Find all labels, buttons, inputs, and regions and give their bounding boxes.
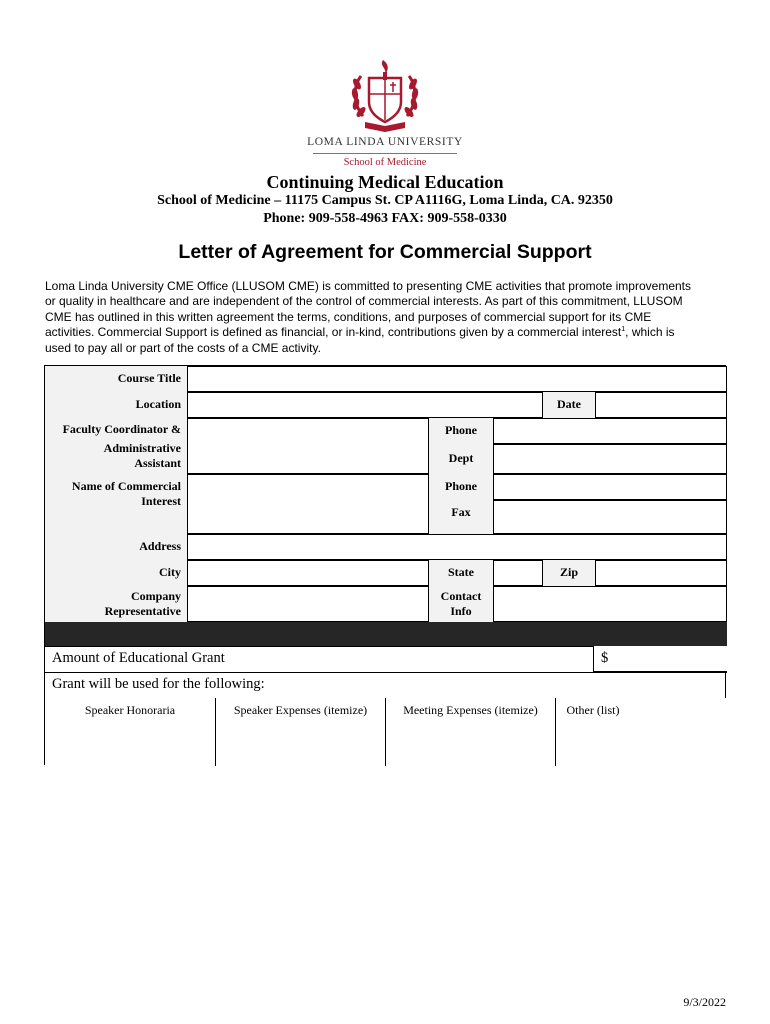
logo-divider xyxy=(313,153,457,154)
coordinator-phone-label: Phone xyxy=(429,418,493,444)
usage-row-border xyxy=(45,672,727,673)
company-representative-field[interactable] xyxy=(187,586,429,622)
meeting-expenses-label: Meeting Expenses (itemize) xyxy=(403,703,538,717)
commercial-phone-field[interactable] xyxy=(493,474,727,500)
representative-text: Representative xyxy=(104,604,181,618)
date-field[interactable] xyxy=(595,392,727,418)
intro-line xyxy=(45,325,725,340)
zip-field[interactable] xyxy=(595,560,727,586)
currency-symbol: $ xyxy=(601,650,609,666)
contact-text: Contact xyxy=(440,589,482,603)
dept-field[interactable] xyxy=(493,444,727,474)
commercial-interest-field[interactable] xyxy=(187,474,429,534)
info-text: Info xyxy=(450,604,472,618)
intro-line: CME has outlined in this written agreement the terms, conditions, and purposes of commercial support for its CME xyxy=(45,309,652,324)
zip-label: Zip xyxy=(543,560,595,586)
grant-amount-field[interactable] xyxy=(593,646,727,672)
university-logo xyxy=(305,56,465,174)
contact-info-field[interactable] xyxy=(493,586,727,622)
fax-field[interactable] xyxy=(493,500,727,534)
location-field[interactable] xyxy=(187,392,543,418)
course-title-field[interactable] xyxy=(187,366,727,392)
name-of-commercial-text: Name of Commercial xyxy=(71,479,181,493)
section-divider-band xyxy=(45,622,727,646)
school-name: School of Medicine xyxy=(343,157,427,168)
intro-line-text: , which is xyxy=(625,325,675,340)
location-label: Location xyxy=(45,392,187,418)
cme-title: Continuing Medical Education xyxy=(266,172,504,192)
city-label: City xyxy=(45,560,187,586)
intro-line: Loma Linda University CME Office (LLUSOM CME) is committed to presenting CME activities that promote improvements xyxy=(45,279,691,293)
agreement-form xyxy=(44,365,726,765)
grant-usage-label: Grant will be used for the following: xyxy=(52,676,265,692)
company-text: Company xyxy=(130,589,181,603)
speaker-honoraria-label: Speaker Honoraria xyxy=(84,703,176,717)
intro-line: or quality in healthcare and are independent of the control of commercial interests. As part of this commitment, LLUSOM xyxy=(45,294,683,309)
state-label: State xyxy=(429,560,493,586)
interest-text: Interest xyxy=(141,494,181,508)
dept-label: Dept xyxy=(429,444,493,474)
company-representative-label xyxy=(45,586,187,622)
footnote-mark: 1 xyxy=(621,326,626,334)
office-phone-fax: Phone: 909-558-4963 FAX: 909-558-0330 xyxy=(263,211,507,226)
grant-amount-label: Amount of Educational Grant xyxy=(52,650,225,666)
address-field[interactable] xyxy=(187,534,727,560)
university-name: LOMA LINDA UNIVERSITY xyxy=(307,136,463,148)
fax-label: Fax xyxy=(429,500,493,534)
other-list-label: Other (list) xyxy=(566,703,620,717)
faculty-coordinator-text: Faculty Coordinator & xyxy=(62,422,181,436)
intro-line: used to pay all or part of the costs of a CME activity. xyxy=(45,340,321,355)
intro-paragraph xyxy=(45,279,725,356)
faculty-coordinator-field[interactable] xyxy=(187,418,429,474)
contact-info-label xyxy=(429,586,493,622)
intro-line-text: activities. Commercial Support is defined as financial, or in-kind, contributions given by a commercial interest xyxy=(45,325,622,340)
administrative-text: Administrative xyxy=(103,441,181,455)
speaker-expenses-label: Speaker Expenses (itemize) xyxy=(233,703,368,717)
assistant-text: Assistant xyxy=(134,456,181,470)
address-label: Address xyxy=(45,534,187,560)
state-field[interactable] xyxy=(493,560,543,586)
commercial-interest-label xyxy=(45,474,187,534)
office-address: School of Medicine – 11175 Campus St. CP A1116G, Loma Linda, CA. 92350 xyxy=(157,193,613,208)
date-label: Date xyxy=(543,392,595,418)
revision-date: 9/3/2022 xyxy=(683,995,726,1009)
coordinator-phone-field[interactable] xyxy=(493,418,727,444)
faculty-coordinator-label xyxy=(45,418,187,474)
course-title-label: Course Title xyxy=(45,366,187,392)
letter-title: Letter of Agreement for Commercial Support xyxy=(178,241,592,263)
city-field[interactable] xyxy=(187,560,429,586)
university-crest-icon xyxy=(347,56,423,134)
commercial-phone-label: Phone xyxy=(429,474,493,500)
